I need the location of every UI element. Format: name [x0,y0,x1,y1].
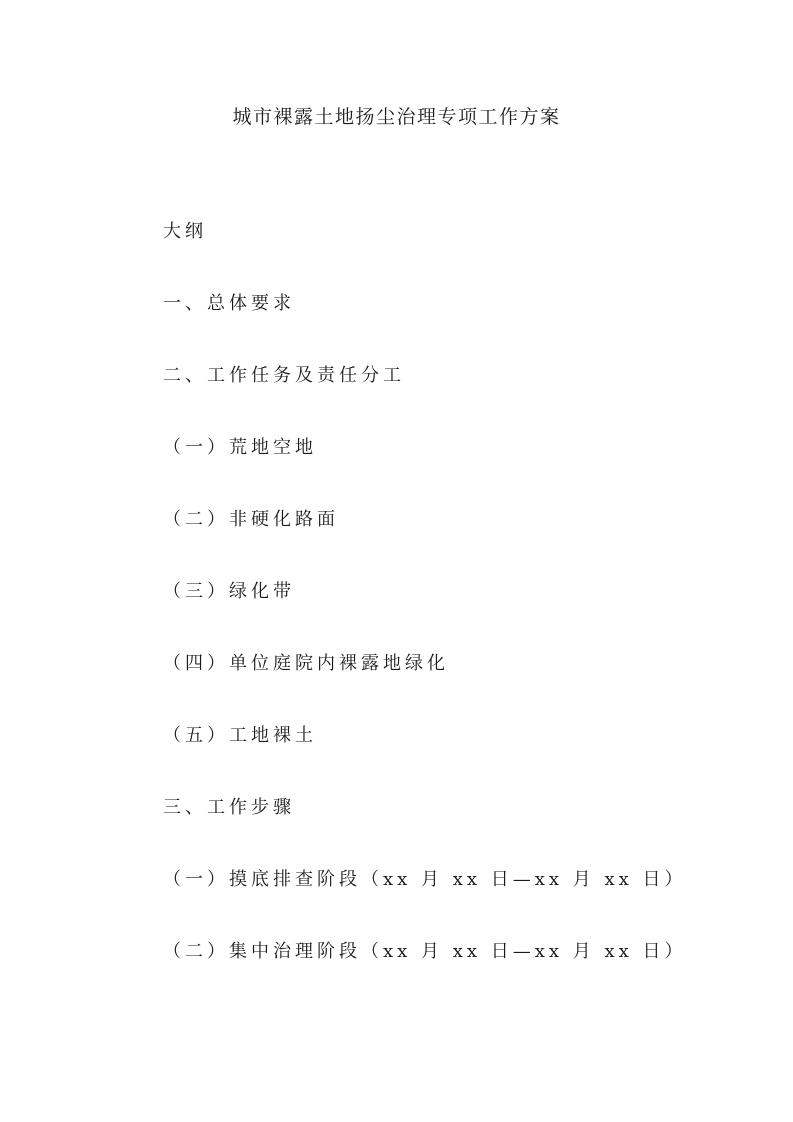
outline-subitem: （二）集中治理阶段（xx 月 xx 日—xx 月 xx 日） [163,941,687,962]
outline-heading: 大纲 [163,221,207,242]
outline-list [163,218,687,1010]
outline-subitem: （一）摸底排查阶段（xx 月 xx 日—xx 月 xx 日） [163,869,687,890]
outline-item: 一、总体要求 [163,293,295,314]
outline-subitem: （四）单位庭院内裸露地绿化 [163,653,449,674]
outline-subitem: （三）绿化带 [163,581,295,602]
outline-item: 二、工作任务及责任分工 [163,365,405,386]
outline-item: 三、工作步骤 [163,797,295,818]
outline-subitem: （一）荒地空地 [163,437,317,458]
document-title: 城市裸露土地扬尘治理专项工作方案 [232,106,561,128]
outline-subitem: （二）非硬化路面 [163,509,339,530]
outline-subitem: （五）工地裸土 [163,725,317,746]
